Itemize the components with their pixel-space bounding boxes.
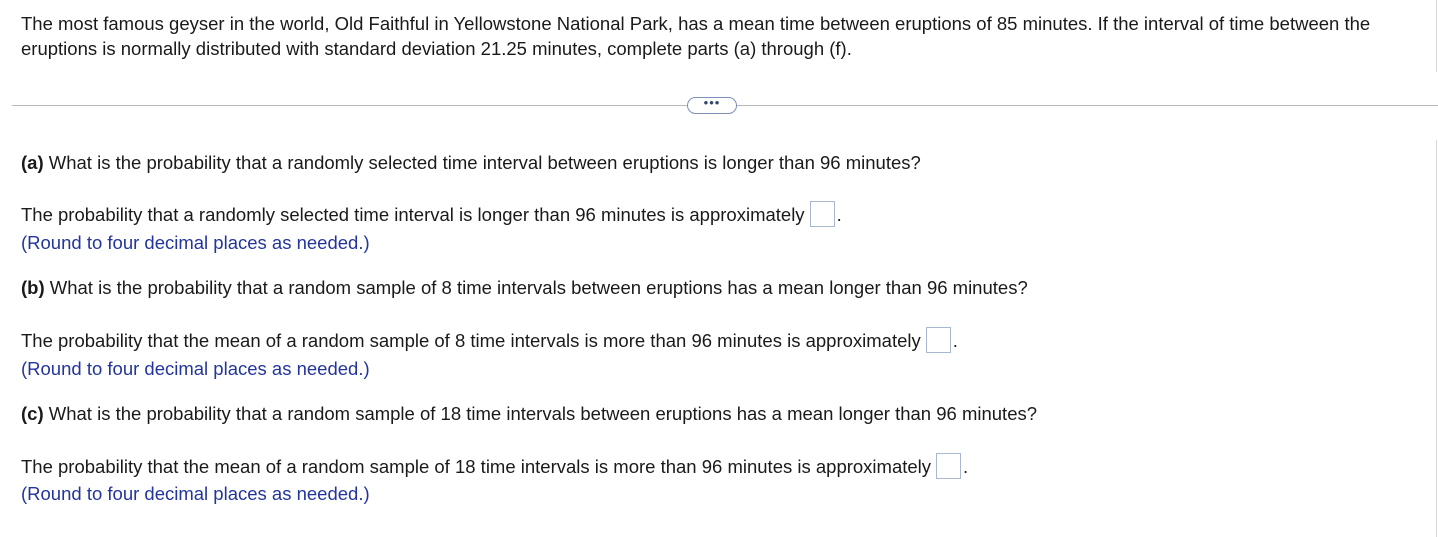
- part-label: (b): [21, 277, 45, 298]
- right-edge-line: [1436, 0, 1437, 72]
- answer-prompt: The probability that the mean of a random sample of 8 time intervals is more than 96 minutes is approximately: [21, 330, 921, 351]
- period: .: [952, 330, 958, 351]
- answer-input-b[interactable]: [926, 327, 951, 353]
- rounding-hint-c: (Round to four decimal places as needed.): [21, 483, 370, 504]
- question-text: What is the probability that a random sample of 8 time intervals between eruptions has a mean longer than 96 minutes?: [44, 277, 1028, 298]
- rounding-hint-b: (Round to four decimal places as needed.): [21, 358, 370, 379]
- part-label: (c): [21, 403, 44, 424]
- answer-prompt: The probability that the mean of a random sample of 18 time intervals is more than 96 minutes is approximately: [21, 456, 932, 477]
- section-divider: [12, 97, 1438, 115]
- answer-prompt: The probability that a randomly selected time interval is longer than 96 minutes is approximately: [21, 204, 805, 225]
- answer-line-a: [21, 201, 842, 227]
- question-part-a: [21, 151, 921, 175]
- period: .: [963, 456, 969, 477]
- answer-input-a[interactable]: [810, 201, 835, 227]
- answer-input-c[interactable]: [936, 453, 961, 479]
- part-label: (a): [21, 152, 44, 173]
- question-part-b: [21, 276, 1028, 300]
- answer-line-b: [21, 327, 958, 353]
- answer-line-c: [21, 453, 968, 479]
- period: .: [836, 204, 842, 225]
- question-text: What is the probability that a randomly selected time interval between eruptions is longer than 96 minutes?: [43, 152, 921, 173]
- question-part-c: [21, 402, 1037, 426]
- rounding-hint-a: (Round to four decimal places as needed.): [21, 232, 370, 253]
- more-options-button[interactable]: •••: [687, 97, 737, 114]
- problem-intro: The most famous geyser in the world, Old Faithful in Yellowstone National Park, has a mean time between eruptions of 85 minutes. If the interval of time between the eruptions is normally distributed with standard deviation 21.25 minutes, complete parts (a) through (f).: [21, 13, 1371, 59]
- right-edge-line-lower: [1436, 140, 1437, 537]
- question-text: What is the probability that a random sample of 18 time intervals between eruptions has a mean longer than 96 minutes?: [43, 403, 1038, 424]
